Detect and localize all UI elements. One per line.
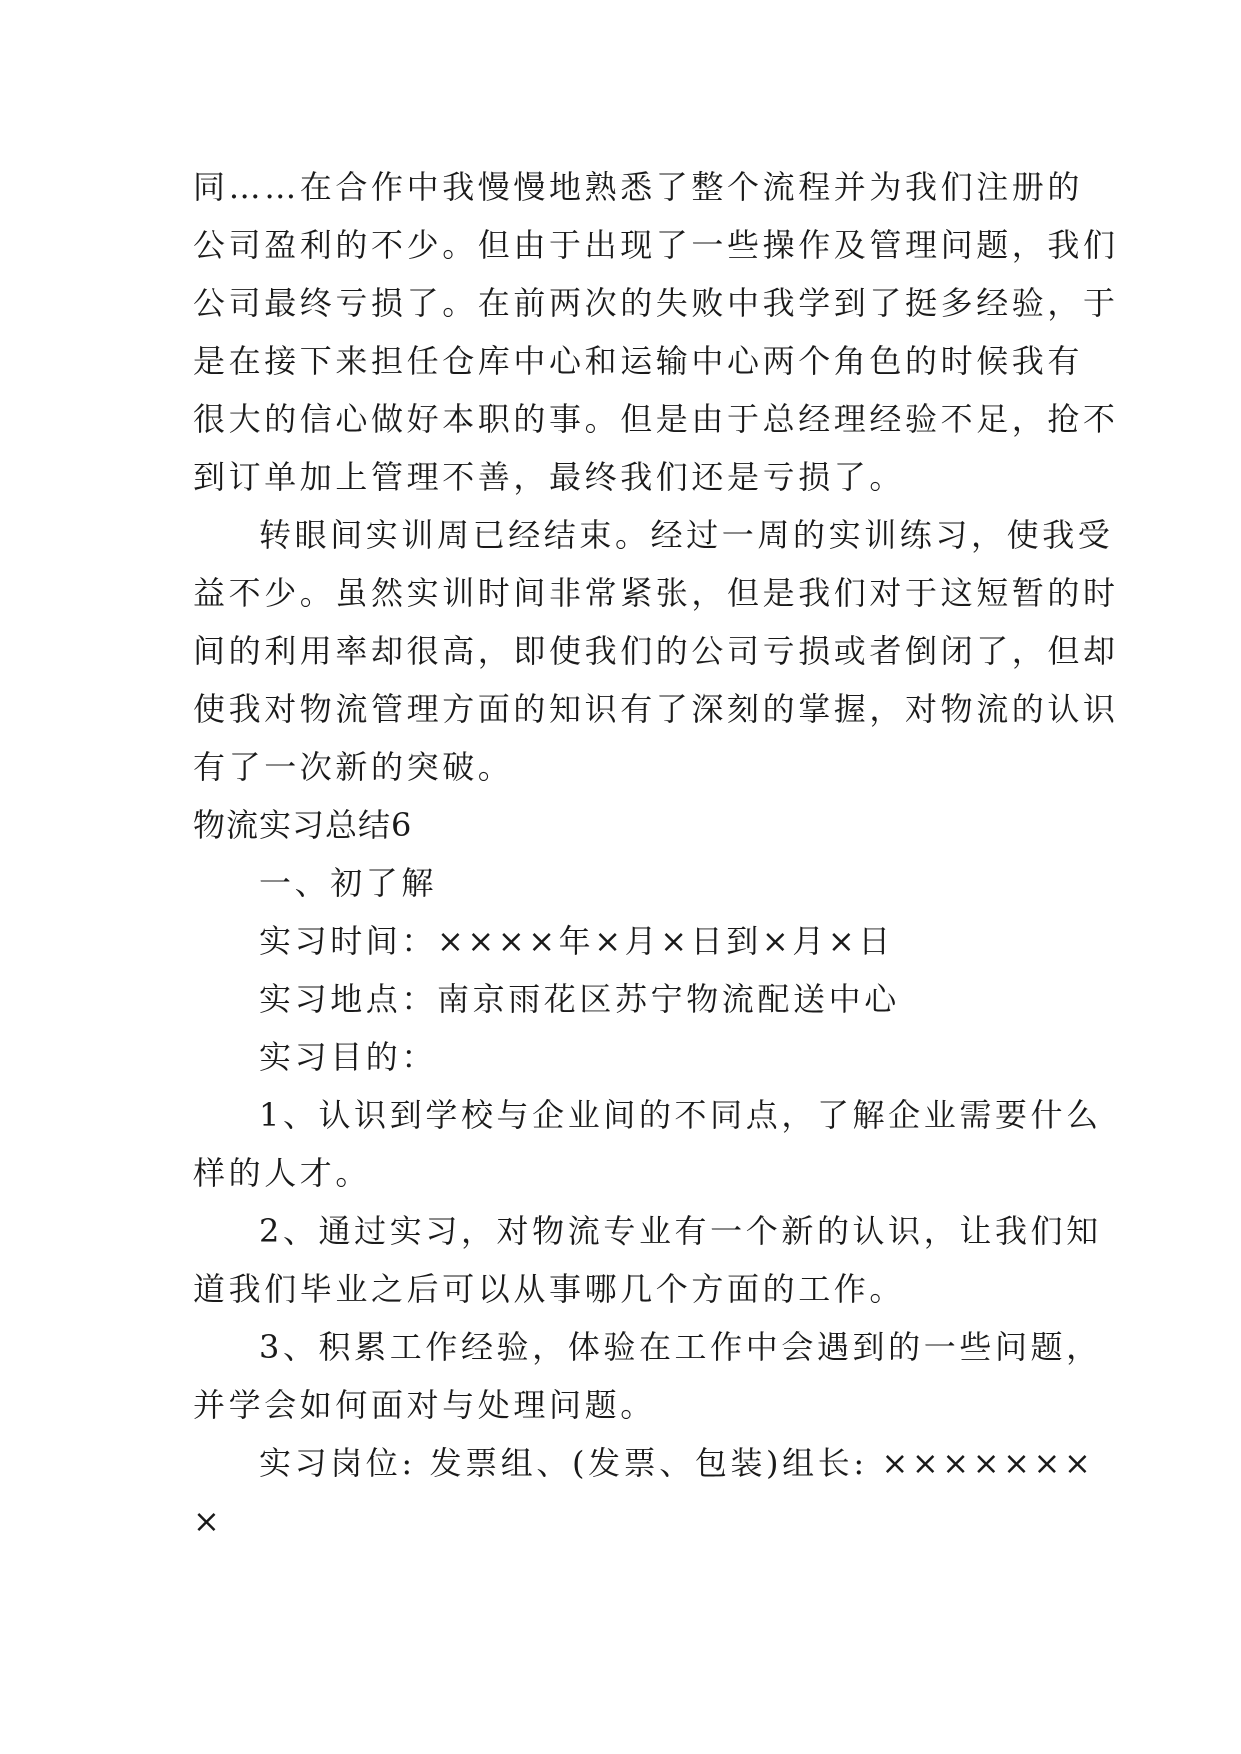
paragraph	[193, 1202, 1102, 1318]
heading-text: 物流实习总结6	[193, 806, 413, 844]
text-line: 使我对物流管理方面的知识有了深刻的掌握，对物流的认识	[193, 690, 1119, 728]
text-line: 到订单加上管理不善，最终我们还是亏损了。	[193, 458, 906, 496]
paragraph	[193, 854, 1053, 912]
text-line: 转眼间实训周已经结束。经过一周的实训练习，使我受	[259, 516, 1114, 554]
text-line: 实习岗位: 发票组、(发票、包装)组长: ×××××××	[259, 1444, 1095, 1482]
text-line: 同……在合作中我慢慢地熟悉了整个流程并为我们注册的	[193, 168, 1084, 206]
text-line: 样的人才。	[193, 1154, 372, 1192]
text-line: 实习时间：××××年×月×日到×月×日	[259, 922, 894, 960]
text-line: 实习目的：	[259, 1038, 438, 1076]
text-line: 一、初了解	[259, 864, 438, 902]
text-line: 很大的信心做好本职的事。但是由于总经理经验不足，抢不	[193, 400, 1119, 438]
section-heading	[193, 796, 1053, 854]
text-line: 2、通过实习，对物流专业有一个新的认识，让我们知	[259, 1212, 1102, 1250]
text-line: 益不少。虽然实训时间非常紧张，但是我们对于这短暂的时	[193, 574, 1119, 612]
paragraph	[193, 1318, 1102, 1434]
text-line: 公司盈利的不少。但由于出现了一些操作及管理问题，我们	[193, 226, 1119, 264]
paragraph	[193, 912, 1053, 970]
text-line: 1、认识到学校与企业间的不同点，了解企业需要什么	[259, 1096, 1102, 1134]
paragraph	[193, 970, 1053, 1028]
text-line: ×	[193, 1502, 224, 1540]
text-line: 有了一次新的突破。	[193, 748, 514, 786]
text-line: 3、积累工作经验，体验在工作中会遇到的一些问题，	[259, 1328, 1102, 1366]
paragraph	[193, 1086, 1102, 1202]
text-line: 并学会如何面对与处理问题。	[193, 1386, 656, 1424]
paragraph	[193, 1028, 1053, 1086]
text-line: 实习地点：南京雨花区苏宁物流配送中心	[259, 980, 900, 1018]
text-line: 公司最终亏损了。在前两次的失败中我学到了挺多经验，于	[193, 284, 1119, 322]
text-line: 道我们毕业之后可以从事哪几个方面的工作。	[193, 1270, 906, 1308]
text-line: 间的利用率却很高，即使我们的公司亏损或者倒闭了，但却	[193, 632, 1119, 670]
paragraph	[193, 506, 1119, 796]
paragraph	[193, 158, 1119, 506]
paragraph	[193, 1434, 1095, 1550]
document-body	[193, 158, 1119, 1550]
text-line: 是在接下来担任仓库中心和运输中心两个角色的时候我有	[193, 342, 1084, 380]
